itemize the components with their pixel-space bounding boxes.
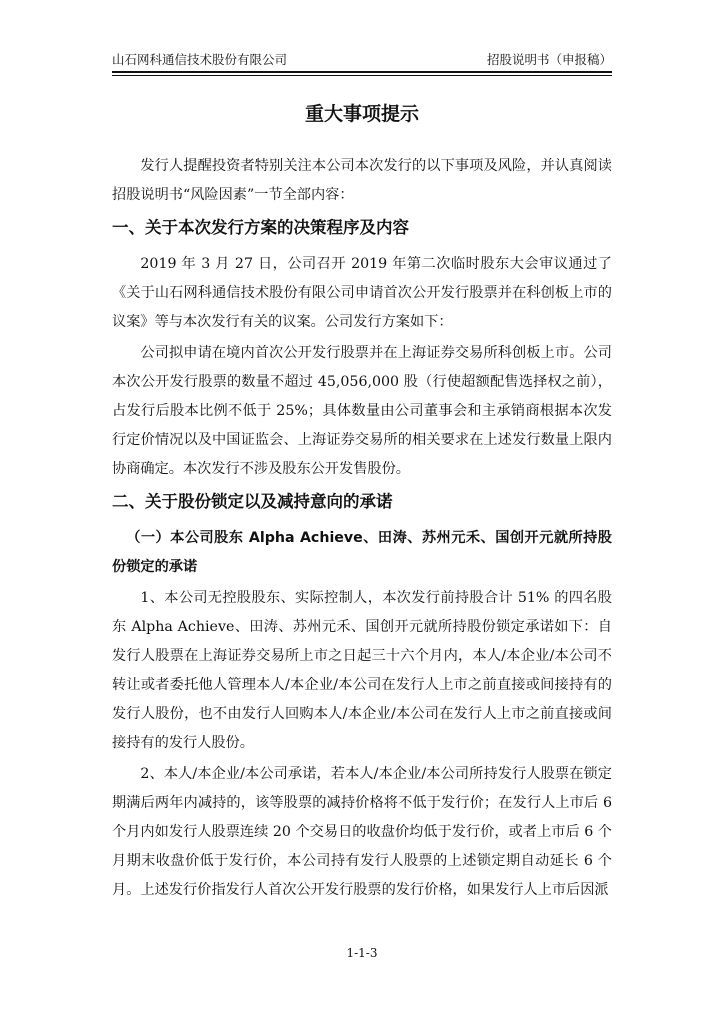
page-header (112, 50, 612, 70)
section-1-paragraph-1: 2019 年 3 月 27 日，公司召开 2019 年第二次临时股东大会审议通过了《关于山石网科通信技术股份有限公司申请首次公开发行股票并在科创板上市的议案》等与本次发行有关的议案。公司发行方案如下： (112, 256, 612, 330)
section-1-paragraph-2: 公司拟申请在境内首次公开发行股票并在上海证券交易所科创板上市。公司本次公开发行股票的数量不超过 45,056,000 股（行使超额配售选择权之前），占发行后股本比例不低于 25%；具体数量由公司董事会和主承销商根据本次发行定价情况以及中国证监会、上海证券交易所的相关要求在上述发行数量上限内协商确定。本次发行不涉及股东公开发售股份。 (112, 345, 612, 477)
page-body (112, 100, 612, 907)
header-document-type: 招股说明书（申报稿） (486, 52, 612, 67)
section-1-heading: 一、关于本次发行方案的决策程序及内容 (112, 218, 409, 237)
intro-paragraph: 发行人提醒投资者特别关注本公司本次发行的以下事项及风险，并认真阅读招股说明书“风险因素”一节全部内容： (112, 158, 612, 203)
section-2-paragraph-1: 1、本公司无控股股东、实际控制人，本次发行前持股合计 51% 的四名股东 Alpha Achieve、田涛、苏州元禾、国创开元就所持股份锁定承诺如下：自发行人股票在上海证券交易所上市之日起三十六个月内，本人/本企业/本公司不转让或者委托他人管理本人/本企业/本公司在发行人上市之前直接或间接持有的发行人股份，也不由发行人回购本人/本企业/本公司在发行人上市之前直接或间接持有的发行人股份。 (112, 590, 612, 751)
page-title: 重大事项提示 (304, 103, 419, 125)
section-2-subheading-1: （一）本公司股东 Alpha Achieve、田涛、苏州元禾、国创开元就所持股份锁定的承诺 (112, 530, 612, 575)
header-company-name: 山石网科通信技术股份有限公司 (112, 52, 288, 67)
header-divider-thin (112, 75, 612, 76)
section-2-heading: 二、关于股份锁定以及减持意向的承诺 (112, 492, 393, 511)
page-number: 1-1-3 (346, 946, 378, 960)
section-2-paragraph-2: 2、本人/本企业/本公司承诺，若本人/本企业/本公司所持发行人股票在锁定期满后两年内减持的，该等股票的减持价格将不低于发行价；在发行人上市后 6 个月内如发行人股票连续 20 个交易日的收盘价均低于发行价，或者上市后 6 个月期末收盘价低于发行价，本公司持有发行人股票的上述锁定期自动延长 6 个月。上述发行价指发行人首次公开发行股票的发行价格，如果发行人上市后因派 (112, 766, 612, 898)
header-divider-thick (112, 71, 612, 73)
